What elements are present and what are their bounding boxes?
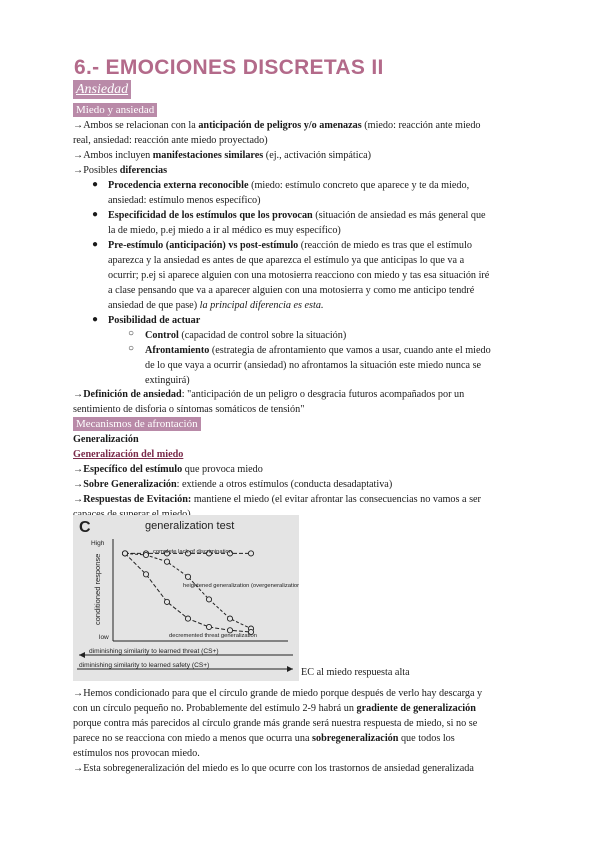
series-2-point-5	[206, 597, 211, 602]
series-label-decremented: decremented threat generalization	[169, 633, 257, 639]
final-line-3: porque contra más parecidos al círculo grande más grande será nuestra respuesta de miedo, si no se	[73, 718, 478, 729]
diff-2-line-2: la de miedo, p.ej miedo a ir al médico es muy específico)	[108, 225, 341, 236]
series-2-point-2	[143, 552, 148, 557]
bullet-dot: ●	[92, 209, 99, 220]
diff-3-line-1: Pre-estímulo (anticipación) vs post-estímulo (reacción de miedo es tras que el estímulo	[108, 240, 472, 251]
y-tick-high: High	[91, 540, 105, 547]
series-2-point-6	[227, 616, 232, 621]
y-tick-low: low	[99, 634, 109, 641]
bullet-dot: ●	[92, 314, 99, 325]
diff-4: Posibilidad de actuar	[108, 315, 201, 326]
series-1-point-7	[248, 551, 253, 556]
paragraph-1-line-2: real, ansiedad: reacción ante miedo proyectado)	[73, 135, 268, 146]
diff-3-line-5: ansiedad de que pase) la principal diferencia es esta.	[108, 300, 324, 311]
bullet-dot: ●	[92, 239, 99, 250]
arrow-label-threat: diminishing similarity to learned threat (CS+)	[89, 648, 219, 655]
diff-3-line-4: a clase pensando que va a aparecer alguien con una motosierra y como me anticipo tendré	[108, 285, 475, 296]
series-2-point-4	[185, 574, 190, 579]
sub-bullet-control: Control (capacidad de control sobre la situación)	[145, 330, 347, 341]
generalization-chart	[73, 515, 299, 681]
diff-3-line-3: ocurrir; p.ej si aparece alguien con una motosierra reacciono con miedo y tas esa situación iré	[108, 270, 490, 281]
gen-item-1: →Específico del estímulo que provoca miedo	[73, 464, 263, 475]
diff-2-line-1: Especificidad de los estímulos que los provocan (situación de ansiedad es más general que	[108, 210, 486, 221]
figure-caption: EC al miedo respuesta alta	[301, 667, 410, 678]
series-3-point-5	[206, 624, 211, 629]
subheading-mecanismos: Mecanismos de afrontación	[73, 417, 201, 431]
paragraph-3: →Posibles diferencias	[73, 165, 168, 176]
series-3-point-3	[164, 599, 169, 604]
final-line-5: estímulos nos provocan miedo.	[73, 748, 200, 759]
panel-label: C	[79, 519, 91, 536]
series-3-point-2	[143, 572, 148, 577]
definition-line-2: sentimiento de disforia o síntomas somáticos de tensión"	[73, 404, 305, 415]
definition-line-1: →Definición de ansiedad: "anticipación de un peligro o desgracia futuros acompañados por un	[73, 389, 465, 400]
sub-bullet-afrontamiento-line-3: extinguirá)	[145, 375, 190, 386]
bullet-dot: ●	[92, 179, 99, 190]
arrow-head-right	[287, 666, 293, 672]
chart-title: generalization test	[145, 520, 235, 532]
series-label-complete: complete lack of discrimination	[153, 549, 232, 555]
generalization-figure	[73, 515, 299, 681]
sub-bullet-circle: ○	[128, 343, 135, 354]
arrow-head-left	[79, 652, 85, 658]
series-label-heightened: heightened generalization (overgeneralization)	[183, 583, 299, 589]
heading-generalizacion: Generalización	[73, 434, 139, 445]
paragraph-2: →Ambos incluyen manifestaciones similares (ej., activación simpática)	[73, 150, 372, 161]
sub-bullet-afrontamiento-line-1: Afrontamiento (estrategia de afrontamiento que vamos a usar, cuando ante el miedo	[145, 345, 491, 356]
gen-item-3-line-1: →Respuestas de Evitación: mantiene el miedo (el evitar afrontar las consecuencias no vamos a ser	[73, 494, 481, 505]
series-2-point-3	[164, 559, 169, 564]
diff-3-line-2: aparezca y la ansiedad es antes de que aparezca el estímulo ya que anticipas lo que va a	[108, 255, 465, 266]
sub-bullet-afrontamiento-line-2: de lo que vaya a ocurrir (ansiedad) no afrontamos la situación este miedo nunca se	[145, 360, 482, 371]
subheading-miedo-ansiedad: Miedo y ansiedad	[73, 103, 157, 117]
series-3-point-1	[122, 551, 127, 556]
diff-1-line-1: Procedencia externa reconocible (miedo: estímulo concreto que aparece y te da miedo,	[108, 180, 470, 191]
final-line-1: →Hemos condicionado para que el círculo grande de miedo porque después de verlo hay descarga y	[73, 688, 483, 699]
diff-1-line-2: ansiedad: estímulo menos específico)	[108, 195, 261, 206]
section-heading-ansiedad: Ansiedad	[73, 80, 131, 99]
final-line-2: con un círculo pequeño no. Probablemente del estímulo 2-9 habrá un gradiente de generalización	[73, 703, 476, 714]
page-title: 6.- EMOCIONES DISCRETAS II	[74, 56, 384, 79]
heading-generalizacion-miedo: Generalización del miedo	[73, 449, 184, 460]
final-line-6: →Esta sobregeneralización del miedo es lo que ocurre con los trastornos de ansiedad generalizada	[73, 763, 474, 774]
gen-item-2: →Sobre Generalización: extiende a otros estímulos (conducta desadaptativa)	[73, 479, 393, 490]
y-axis-label: conditioned response	[93, 553, 102, 625]
paragraph-1-line-1: →Ambos se relacionan con la anticipación de peligros y/o amenazas (miedo: reacción ante miedo	[73, 120, 481, 131]
arrow-label-safety: diminishing similarity to learned safety (CS+)	[79, 662, 210, 669]
final-line-4: parece no se reacciona con miedo a menos que ocurra una sobregeneralización que todos los	[73, 733, 455, 744]
series-3-point-4	[185, 616, 190, 621]
sub-bullet-circle: ○	[128, 328, 135, 339]
